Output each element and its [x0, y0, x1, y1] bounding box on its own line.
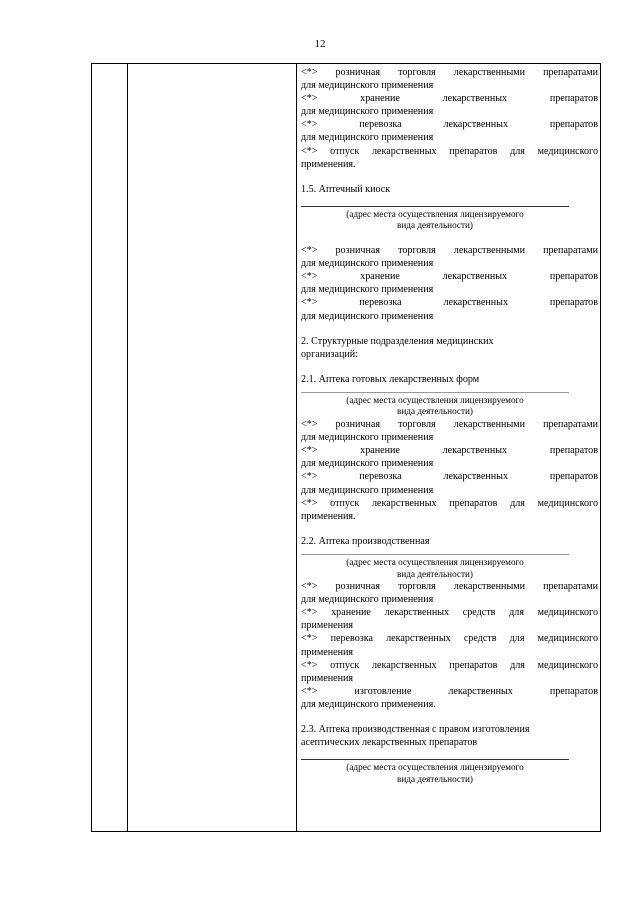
license-item-line: для медицинского применения: [301, 594, 434, 606]
license-item-line: <*> изготовление лекарственных препаратов: [301, 685, 598, 697]
section-heading: организаций:: [301, 348, 358, 360]
spacer: [301, 171, 598, 183]
license-item-line: <*> отпуск лекарственных препаратов для медицинского: [301, 145, 598, 157]
license-item-line: применения.: [301, 158, 356, 170]
table-cell-content: [301, 66, 598, 785]
section-heading: 2.2. Аптека производственная: [301, 535, 430, 547]
license-item-line: для медицинского применения: [301, 106, 434, 118]
section-heading: 2. Структурные подразделения медицинских: [301, 335, 494, 347]
license-item-line: применения: [301, 620, 354, 632]
license-item-line: <*> хранение лекарственных средств для медицинского: [301, 607, 598, 619]
license-item-line: <*> розничная торговля лекарственными препаратами: [301, 67, 598, 78]
spacer: [301, 711, 598, 723]
license-item-line: для медицинского применения: [301, 132, 434, 144]
license-item-line: <*> розничная торговля лекарственными препаратами: [301, 581, 598, 593]
license-item-line: <*> перевозка лекарственных препаратов: [301, 471, 598, 483]
spacer: [301, 196, 598, 206]
table-column-divider-2: [296, 63, 297, 831]
license-item-line: применения: [301, 672, 354, 684]
license-item-line: <*> розничная торговля лекарственными препаратами: [301, 245, 598, 257]
address-caption: вида деятельности): [397, 568, 473, 579]
license-item-line: для медицинского применения: [301, 432, 434, 444]
license-item-line: <*> перевозка лекарственных препаратов: [301, 119, 598, 131]
license-item-line: для медицинского применения: [301, 258, 434, 270]
license-item-line: <*> хранение лекарственных препаратов: [301, 271, 598, 283]
section-heading: 2.1. Аптека готовых лекарственных форм: [301, 373, 480, 385]
address-caption: (адрес места осуществления лицензируемого: [346, 556, 524, 567]
address-caption: вида деятельности): [397, 220, 473, 231]
license-item-line: для медицинского применения: [301, 310, 434, 322]
license-item-line: для медицинского применения.: [301, 698, 436, 710]
license-item-line: для медицинского применения: [301, 284, 434, 296]
license-item-line: <*> отпуск лекарственных препаратов для медицинского: [301, 659, 598, 671]
address-caption: вида деятельности): [397, 406, 473, 417]
license-item-line: <*> розничная торговля лекарственными препаратами: [301, 419, 598, 431]
section-heading: 2.3. Аптека производственная с правом изготовления: [301, 724, 530, 736]
license-item-line: <*> хранение лекарственных препаратов: [301, 445, 598, 457]
license-item-line: для медицинского применения: [301, 80, 434, 92]
address-caption: (адрес места осуществления лицензируемого: [346, 762, 524, 773]
license-item-line: <*> отпуск лекарственных препаратов для медицинского: [301, 497, 598, 509]
table-border-right: [600, 63, 601, 831]
spacer: [301, 323, 598, 335]
license-item-line: применения.: [301, 510, 356, 522]
spacer: [301, 232, 598, 244]
table-column-divider-1: [127, 63, 128, 831]
table-border-left: [91, 63, 92, 831]
license-item-line: применения: [301, 646, 354, 658]
address-caption: (адрес места осуществления лицензируемого: [346, 208, 524, 219]
spacer: [301, 361, 598, 373]
section-heading: асептических лекарственных препаратов: [301, 737, 478, 749]
spacer: [301, 523, 598, 535]
spacer: [301, 749, 598, 759]
license-item-line: <*> перевозка лекарственных препаратов: [301, 297, 598, 309]
section-heading: 1.5. Аптечный киоск: [301, 183, 391, 195]
license-item-line: <*> хранение лекарственных препаратов: [301, 93, 598, 105]
license-item-line: <*> перевозка лекарственных средств для медицинского: [301, 633, 598, 645]
address-caption: вида деятельности): [397, 773, 473, 784]
license-item-line: для медицинского применения: [301, 484, 434, 496]
page-number: 12: [314, 38, 326, 50]
license-item-line: для медицинского применения: [301, 458, 434, 470]
address-caption: (адрес места осуществления лицензируемого: [346, 394, 524, 405]
